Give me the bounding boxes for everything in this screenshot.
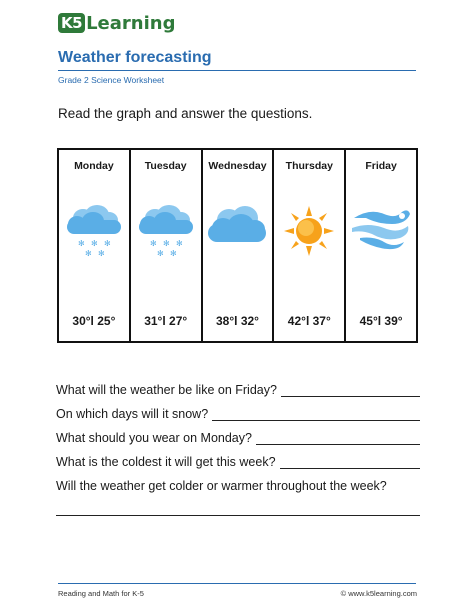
logo-badge: K5 xyxy=(58,13,85,33)
svg-text:✻: ✻ xyxy=(175,239,183,248)
answer-line[interactable] xyxy=(281,384,420,397)
question-text: What should you wear on Monday? xyxy=(56,431,252,445)
question-text: Will the weather get colder or warmer throughout the week? xyxy=(56,479,387,493)
question-text: What is the coldest it will get this week? xyxy=(56,455,276,469)
logo-text: Learning xyxy=(86,12,176,34)
snow-cloud-icon xyxy=(59,204,129,258)
forecast-day-wednesday xyxy=(203,150,275,341)
temperature-range: 31°l 27° xyxy=(144,314,188,328)
temperature-range: 30°l 25° xyxy=(72,314,116,328)
header-divider xyxy=(58,70,416,71)
day-name: Thursday xyxy=(285,160,333,172)
svg-text:✻: ✻ xyxy=(149,239,157,248)
question-2 xyxy=(56,397,420,421)
answer-line[interactable] xyxy=(280,456,420,469)
svg-text:✻: ✻ xyxy=(169,249,177,258)
sun-icon xyxy=(274,204,344,258)
svg-text:✻: ✻ xyxy=(77,239,85,248)
forecast-day-monday xyxy=(59,150,131,341)
forecast-table xyxy=(57,148,418,343)
forecast-day-tuesday xyxy=(131,150,203,341)
day-name: Tuesday xyxy=(144,160,187,172)
answer-line[interactable] xyxy=(212,408,420,421)
question-1 xyxy=(56,373,420,397)
day-name: Friday xyxy=(365,160,397,172)
svg-text:✻: ✻ xyxy=(90,239,98,248)
question-3 xyxy=(56,421,420,445)
question-4 xyxy=(56,445,420,469)
answer-line[interactable] xyxy=(56,493,420,516)
forecast-day-friday xyxy=(346,150,416,341)
svg-text:✻: ✻ xyxy=(156,249,164,258)
temperature-range: 45°l 39° xyxy=(359,314,403,328)
forecast-day-thursday xyxy=(274,150,346,341)
question-text: What will the weather be like on Friday? xyxy=(56,383,277,397)
instruction-text: Read the graph and answer the questions. xyxy=(58,106,313,121)
questions-list xyxy=(56,373,420,516)
question-5 xyxy=(56,469,420,493)
temperature-range: 38°l 32° xyxy=(216,314,259,328)
page-subtitle: Grade 2 Science Worksheet xyxy=(58,75,165,85)
temperature-range: 42°l 37° xyxy=(287,314,331,328)
svg-text:✻: ✻ xyxy=(103,239,111,248)
day-name: Monday xyxy=(74,160,114,172)
svg-text:✻: ✻ xyxy=(84,249,92,258)
svg-text:✻: ✻ xyxy=(97,249,105,258)
cloud-icon xyxy=(203,204,273,248)
footer-right-text: © www.k5learning.com xyxy=(340,589,417,598)
wind-icon xyxy=(346,204,416,250)
k5-learning-logo xyxy=(58,10,175,36)
footer-left-text: Reading and Math for K-5 xyxy=(58,589,144,598)
page-title: Weather forecasting xyxy=(58,49,212,66)
question-text: On which days will it snow? xyxy=(56,407,209,421)
answer-line[interactable] xyxy=(256,432,420,445)
day-name: Wednesday xyxy=(208,160,267,172)
footer-divider xyxy=(58,583,416,584)
svg-text:✻: ✻ xyxy=(162,239,170,248)
snow-cloud-icon xyxy=(131,204,201,258)
